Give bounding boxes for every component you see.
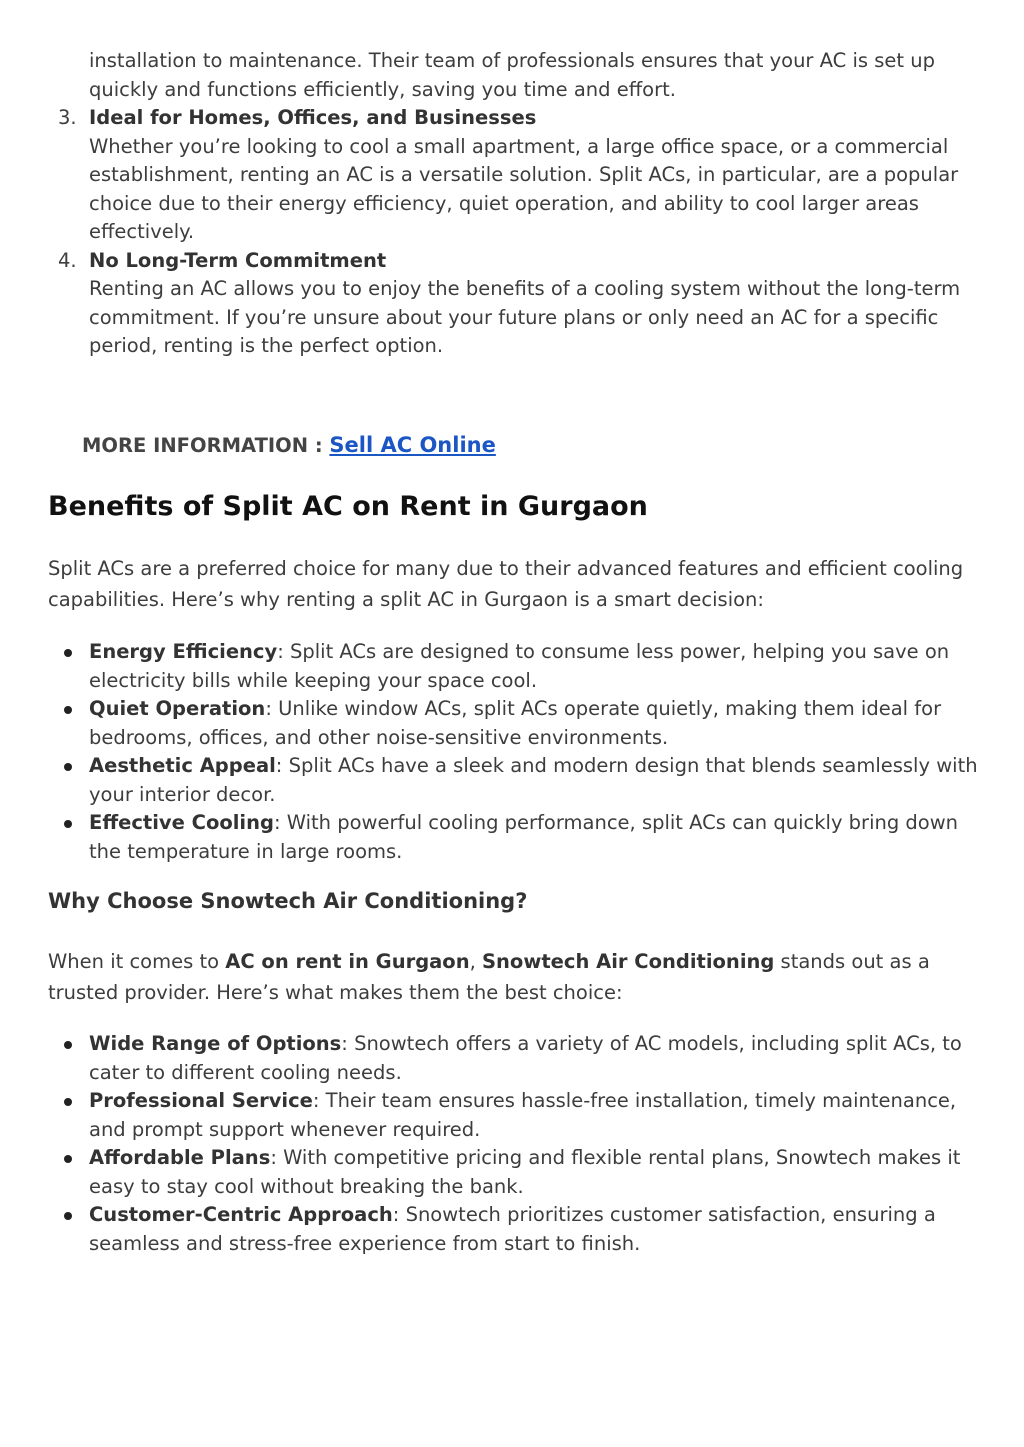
list-item	[48, 1087, 978, 1144]
bullet-icon	[64, 1098, 72, 1106]
list-item-title: Professional Service	[89, 1089, 313, 1112]
list-item	[48, 752, 978, 809]
list-item-text: : With competitive pricing and flexible rental plans, Snowtech makes it easy to stay cool without breaking the bank.	[89, 1146, 961, 1198]
why-choose-heading: Why Choose Snowtech Air Conditioning?	[48, 889, 528, 913]
list-item-number: 4.	[58, 248, 77, 272]
sell-ac-online-link[interactable]: Sell AC Online	[329, 433, 496, 457]
list-item-continued-text: installation to maintenance. Their team of professionals ensures that your AC is set up quickly and functions efficiently, saving you time and effort.	[89, 49, 935, 101]
bullet-icon	[64, 820, 72, 828]
intro-text: ,	[469, 950, 482, 973]
list-item-title: Quiet Operation	[89, 697, 266, 720]
more-information-line	[82, 433, 496, 457]
list-item-number: 3.	[58, 106, 77, 129]
list-item-title: Wide Range of Options	[89, 1032, 342, 1055]
bullet-icon	[64, 1155, 72, 1163]
intro-bold-text: AC on rent in Gurgaon	[225, 950, 470, 973]
list-item-title: Customer-Centric Approach	[89, 1203, 393, 1226]
list-item-title: Aesthetic Appeal	[89, 754, 276, 777]
why-choose-intro	[48, 946, 988, 1008]
list-item	[48, 104, 978, 247]
list-item-text: : Their team ensures hassle-free installation, timely maintenance, and prompt support whenever required.	[89, 1089, 957, 1141]
bullet-icon	[64, 649, 72, 657]
ordered-list-continued	[48, 47, 978, 361]
list-item-text: : Snowtech prioritizes customer satisfaction, ensuring a seamless and stress-free experience from start to finish.	[89, 1203, 936, 1255]
list-item-title: Ideal for Homes, Offices, and Businesses	[89, 106, 537, 129]
list-item-text: : Snowtech offers a variety of AC models, including split ACs, to cater to different cooling needs.	[89, 1032, 962, 1084]
benefits-list	[48, 638, 978, 866]
list-item-text: : Unlike window ACs, split ACs operate quietly, making them ideal for bedrooms, offices, and other noise-sensitive environments.	[89, 697, 942, 749]
intro-bold-text: Snowtech Air Conditioning	[482, 950, 775, 973]
benefits-intro: Split ACs are a preferred choice for many due to their advanced features and efficient cooling capabilities. Here’s why renting a split AC in Gurgaon is a smart decision:	[48, 557, 964, 611]
list-item	[48, 1201, 978, 1258]
intro-text: When it comes to	[48, 950, 226, 973]
why-choose-list	[48, 1030, 978, 1258]
list-item	[48, 247, 978, 361]
list-item	[48, 1144, 978, 1201]
list-item	[48, 638, 978, 695]
list-item-description: Renting an AC allows you to enjoy the benefits of a cooling system without the long-term commitment. If you’re unsure about your future plans or only need an AC for a specific period, renting is the perfect option.	[89, 277, 961, 357]
bullet-icon	[64, 1212, 72, 1220]
list-item-title: Affordable Plans	[89, 1146, 271, 1169]
list-item	[48, 809, 978, 866]
benefits-heading: Benefits of Split AC on Rent in Gurgaon	[48, 491, 648, 522]
bullet-icon	[64, 1041, 72, 1049]
list-item-title: Energy Efficiency	[89, 640, 278, 663]
list-item-description: Whether you’re looking to cool a small apartment, a large office space, or a commercial establishment, renting an AC is a versatile solution. Split ACs, in particular, are a popular choice due to their energy efficiency, quiet operation, and ability to cool larger areas effectively.	[89, 134, 959, 243]
list-item-text: : Split ACs have a sleek and modern design that blends seamlessly with your interior decor.	[89, 754, 978, 806]
list-item-text: : Split ACs are designed to consume less power, helping you save on electricity bills while keeping your space cool.	[89, 640, 950, 692]
intro-text: stands out as a trusted provider. Here’s what makes them the best choice:	[48, 950, 930, 1004]
list-item	[48, 695, 978, 752]
list-item-text: : With powerful cooling performance, split ACs can quickly bring down the temperature in large rooms.	[89, 811, 959, 863]
list-item-title: No Long-Term Commitment	[89, 248, 387, 272]
list-item	[48, 1030, 978, 1087]
more-information-label: MORE INFORMATION :	[82, 434, 330, 457]
list-item-title: Effective Cooling	[89, 811, 274, 834]
bullet-icon	[64, 706, 72, 714]
bullet-icon	[64, 763, 72, 771]
